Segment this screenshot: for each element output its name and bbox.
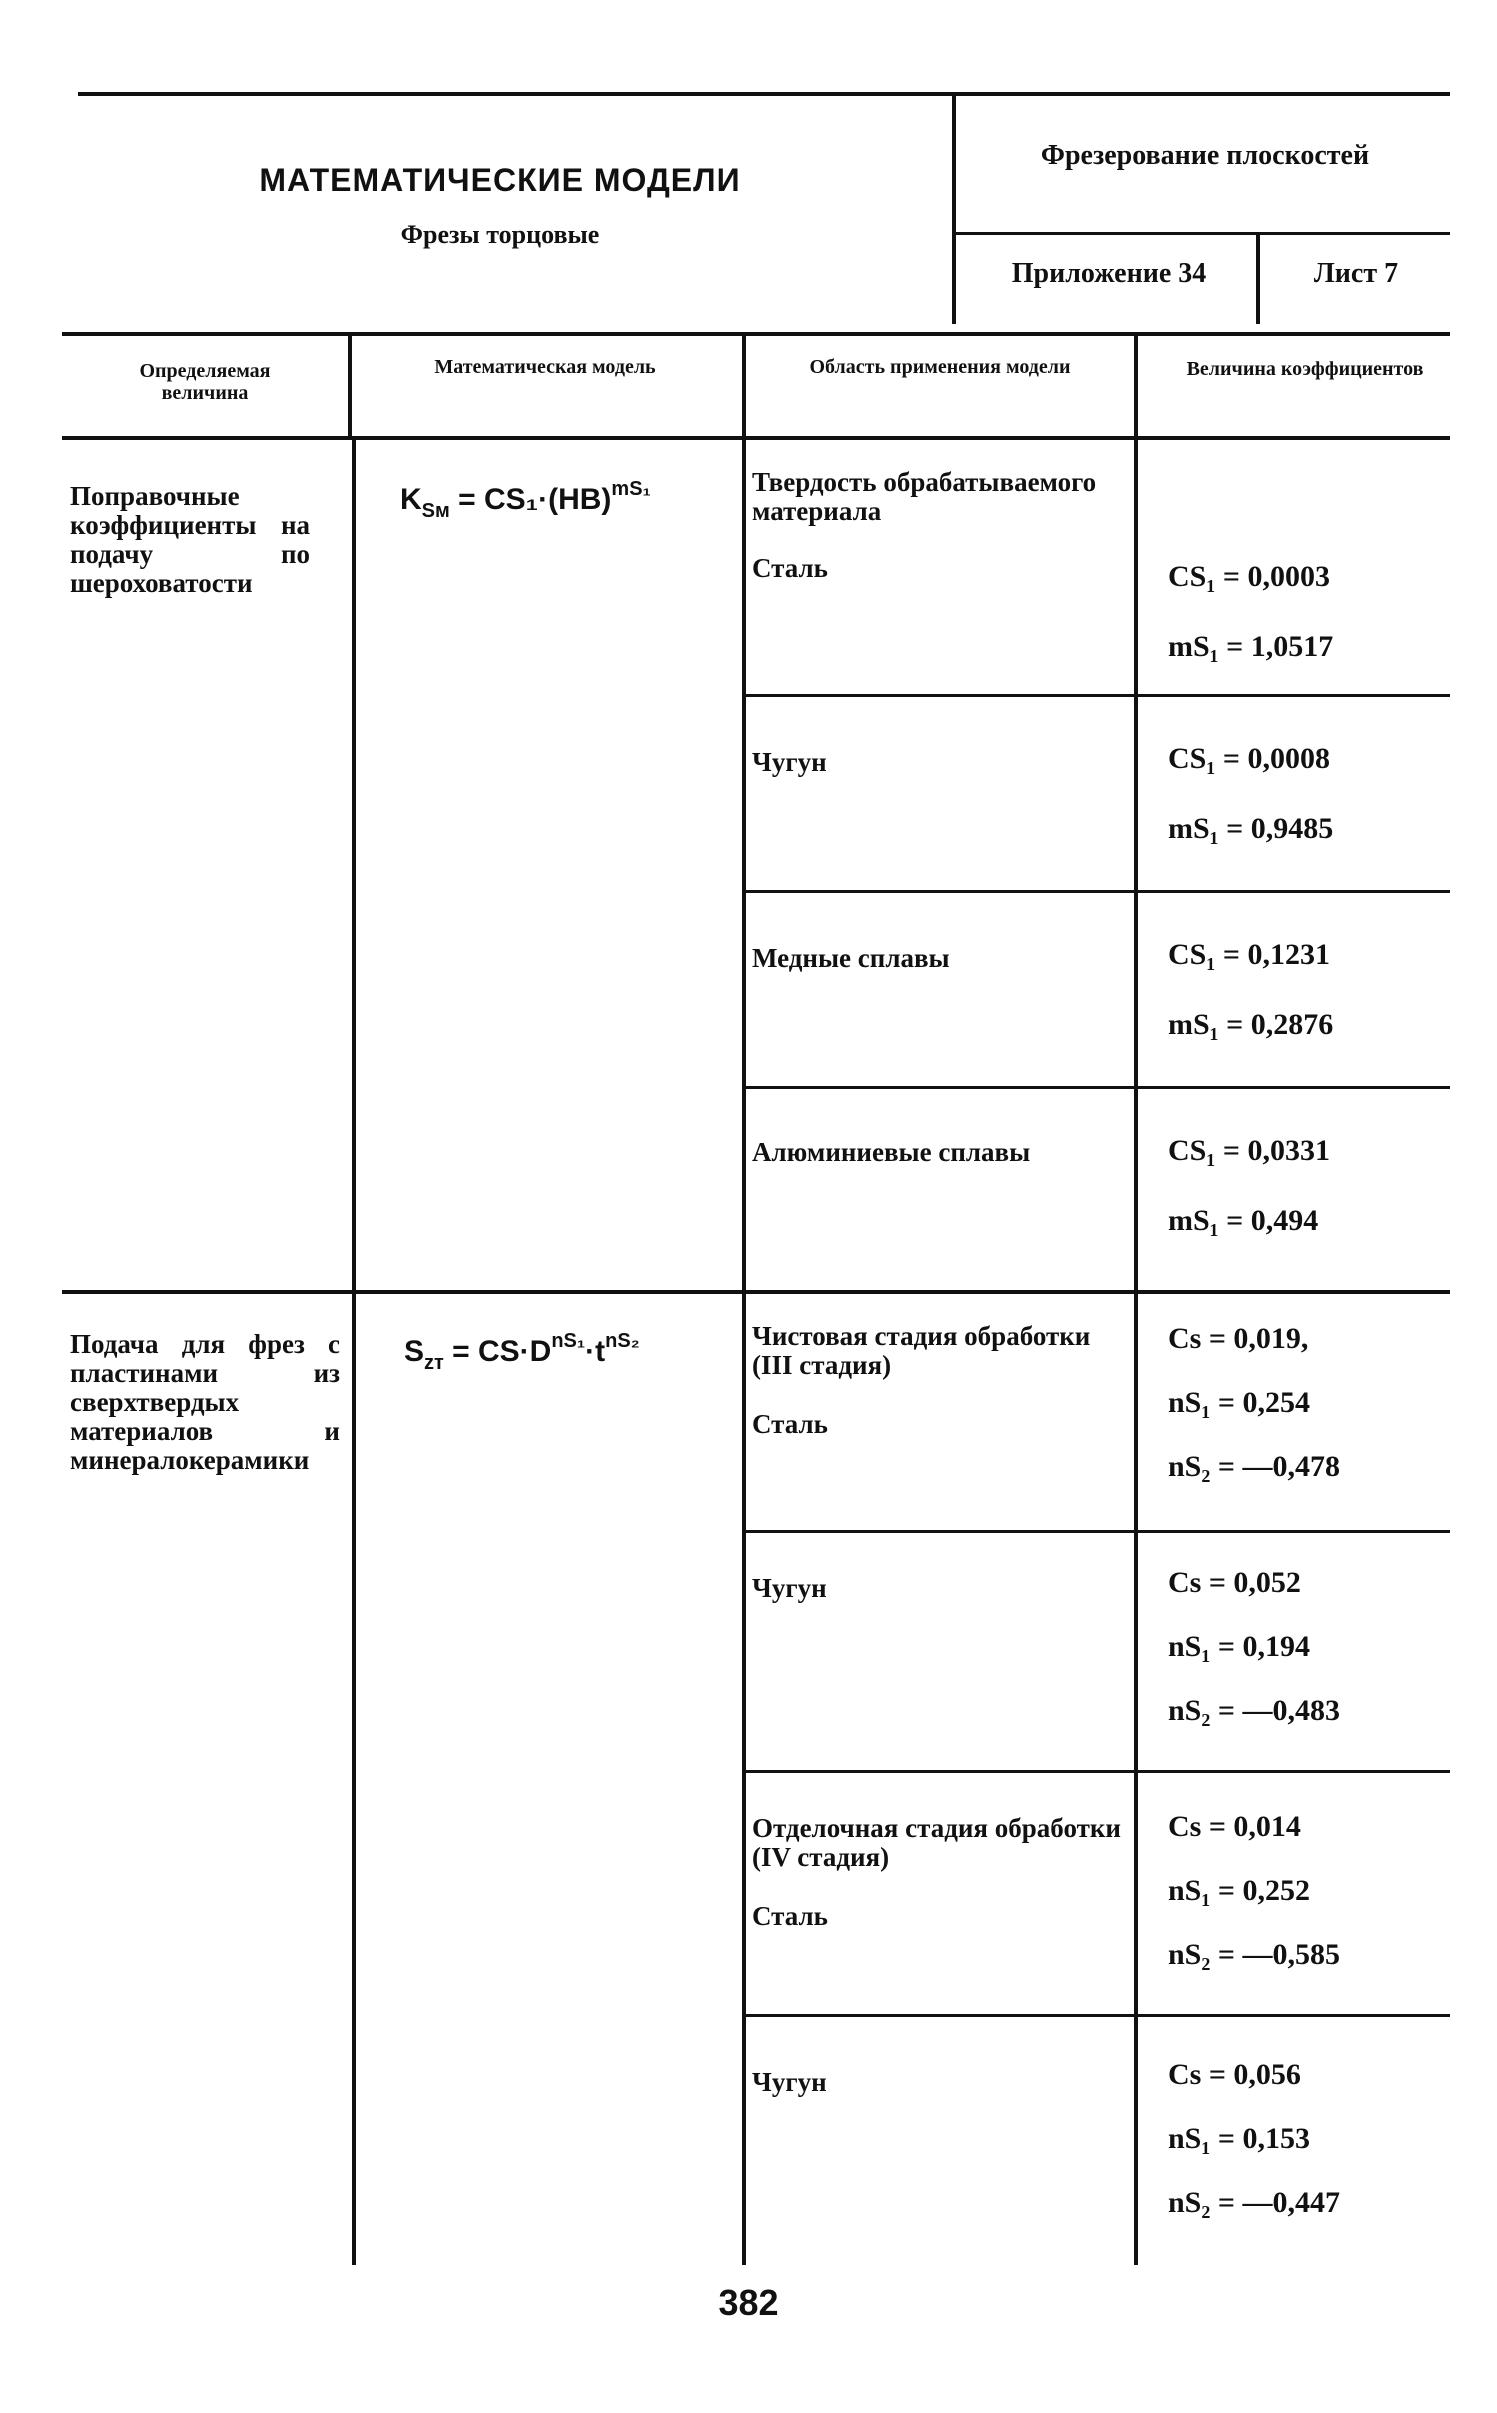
coef-line: Cs = 0,014 bbox=[1168, 1810, 1301, 1843]
coef-line: nS₂ = —0,483 bbox=[1168, 1694, 1340, 1727]
row2-quantity: Подача для фрез с пластинами из сверхтвердых материалов и минералокерамики bbox=[70, 1329, 340, 1475]
row1-formula-exp: mS₁ bbox=[611, 478, 651, 500]
row1-group3-coefs bbox=[1168, 938, 1333, 1042]
row1-quantity: Поправочные коэффициенты на подачу по шероховатости bbox=[70, 481, 310, 598]
row2-group-divider bbox=[742, 2014, 1450, 2017]
page-subtitle: Фрезы торцовые bbox=[400, 220, 600, 249]
row1-group1-area bbox=[752, 468, 1112, 583]
row1-group1-area-line1: Твердость обрабатываемого материала bbox=[752, 467, 1097, 526]
coef-line: mS₁ = 1,0517 bbox=[1168, 630, 1334, 663]
row2-formula-lhs-sub: zт bbox=[424, 1352, 444, 1374]
body-col3-divider bbox=[1134, 440, 1138, 2265]
row1-group1-coefs bbox=[1168, 560, 1333, 664]
coef-line: Cs = 0,019, bbox=[1168, 1322, 1309, 1355]
coef-line: nS₁ = 0,153 bbox=[1168, 2122, 1310, 2155]
row1-group4-coefs bbox=[1168, 1134, 1330, 1238]
coef-line: CS₁ = 0,0331 bbox=[1168, 1134, 1330, 1167]
col3-header-divider bbox=[1134, 336, 1138, 436]
sheet-label: Лист 7 bbox=[1313, 258, 1399, 289]
column-header-area: Область применения модели bbox=[809, 356, 1071, 378]
coef-line: nS₂ = —0,478 bbox=[1168, 1450, 1340, 1483]
col2-header-divider bbox=[742, 336, 746, 436]
row2-group3-area bbox=[752, 1814, 1122, 1931]
row1-group-divider bbox=[742, 694, 1450, 697]
row1-group3-area: Медные сплавы bbox=[752, 943, 950, 973]
col1-header-divider bbox=[348, 336, 352, 436]
row1-group1-area-line2: Сталь bbox=[752, 553, 828, 583]
coef-line: CS₁ = 0,1231 bbox=[1168, 938, 1330, 971]
column-header-coefficients: Величина коэффициентов bbox=[1186, 358, 1424, 380]
row2-group3-area-line2: Сталь bbox=[752, 1901, 828, 1931]
row1-group-divider bbox=[742, 890, 1450, 893]
header-mid-rule bbox=[952, 232, 1450, 235]
header-divider bbox=[952, 92, 956, 324]
section-title: Фрезерование плоскостей bbox=[1040, 140, 1370, 171]
top-rule bbox=[78, 92, 1450, 96]
row2-formula-rhs2: ·t bbox=[585, 1335, 606, 1368]
appendix-label: Приложение 34 bbox=[1011, 258, 1207, 289]
row2-group2-area: Чугун bbox=[752, 1573, 827, 1603]
row2-group1-area-line1: Чистовая стадия обработки (III стадия) bbox=[752, 1321, 1091, 1380]
row2-formula-rhs: = CS·D bbox=[452, 1335, 552, 1368]
page-number: 382 bbox=[718, 2282, 779, 2323]
coef-line: Cs = 0,052 bbox=[1168, 1566, 1301, 1599]
row2-group4-area: Чугун bbox=[752, 2067, 827, 2097]
row2-group2-coefs bbox=[1168, 1566, 1340, 1728]
row1-formula-lhs-sub: Sм bbox=[421, 500, 450, 522]
row1-formula-rhs: = CS₁·(HB) bbox=[458, 483, 612, 516]
coef-line: nS₂ = —0,585 bbox=[1168, 1938, 1340, 1971]
coef-line: CS₁ = 0,0003 bbox=[1168, 560, 1330, 593]
coef-line: nS₁ = 0,254 bbox=[1168, 1386, 1310, 1419]
row2-group-divider bbox=[742, 1530, 1450, 1533]
row2-group3-coefs bbox=[1168, 1810, 1340, 1972]
row1-group2-coefs bbox=[1168, 742, 1333, 846]
coef-line: nS₁ = 0,252 bbox=[1168, 1874, 1310, 1907]
page-title: МАТЕМАТИЧЕСКИЕ МОДЕЛИ bbox=[259, 162, 741, 198]
coef-line: nS₁ = 0,194 bbox=[1168, 1630, 1310, 1663]
row1-group2-area: Чугун bbox=[752, 747, 827, 777]
coef-line: nS₂ = —0,447 bbox=[1168, 2186, 1340, 2219]
body-col2-divider bbox=[742, 440, 746, 2265]
row2-group-divider bbox=[742, 1770, 1450, 1773]
row1-group4-area: Алюминиевые сплавы bbox=[752, 1137, 1031, 1167]
row2-formula bbox=[404, 1330, 640, 1375]
row1-formula-lhs: K bbox=[400, 483, 422, 516]
row2-group1-area-line2: Сталь bbox=[752, 1409, 828, 1439]
table-header-rule bbox=[62, 436, 1450, 440]
coef-line: CS₁ = 0,0008 bbox=[1168, 742, 1330, 775]
row2-group4-coefs bbox=[1168, 2058, 1340, 2220]
row2-group1-area bbox=[752, 1322, 1122, 1439]
row2-group1-coefs bbox=[1168, 1322, 1340, 1484]
coef-line: mS₁ = 0,494 bbox=[1168, 1204, 1319, 1237]
column-header-model: Математическая модель bbox=[434, 356, 656, 378]
table-top-rule bbox=[62, 332, 1450, 336]
coef-line: Cs = 0,056 bbox=[1168, 2058, 1301, 2091]
row2-group3-area-line1: Отделочная стадия обработки (IV стадия) bbox=[752, 1813, 1121, 1872]
sheet-divider bbox=[1256, 232, 1260, 324]
row2-formula-exp: nS₁ bbox=[551, 1330, 586, 1352]
coef-line: mS₁ = 0,2876 bbox=[1168, 1008, 1334, 1041]
row1-formula bbox=[400, 478, 651, 523]
coef-line: mS₁ = 0,9485 bbox=[1168, 812, 1334, 845]
row-divider bbox=[62, 1290, 1450, 1294]
body-col1-divider bbox=[352, 440, 356, 2265]
row1-group-divider bbox=[742, 1086, 1450, 1089]
row2-formula-exp2: nS₂ bbox=[605, 1330, 640, 1352]
row2-formula-lhs: S bbox=[404, 1335, 425, 1368]
column-header-quantity: Определяемая величина bbox=[139, 360, 271, 404]
